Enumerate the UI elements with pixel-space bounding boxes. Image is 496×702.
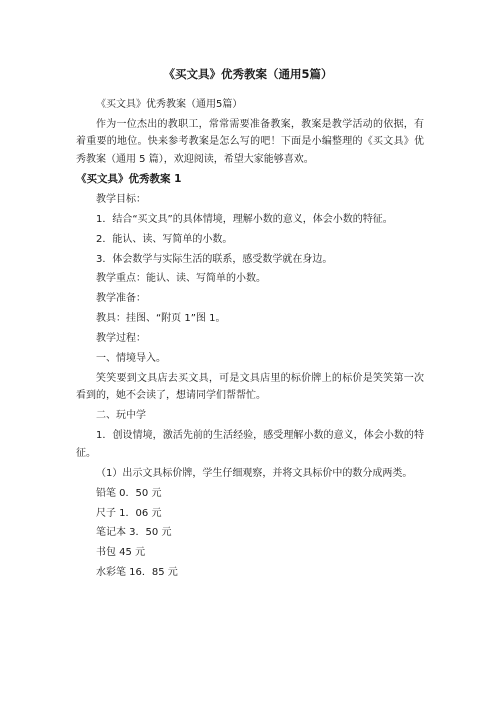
price-list-item: 铅笔 0．50 元	[96, 487, 162, 499]
document-body	[76, 96, 424, 584]
price-list-item: 书包 45 元	[96, 547, 146, 559]
step-2-item-1: 1．创设情境，激活先前的生活经验，感受理解小数的意义，体会小数的特征。	[76, 430, 424, 459]
section-heading: 《买文具》优秀教案 1	[76, 172, 182, 185]
goal-item-2: 2．能认、读、写简单的小数。	[96, 233, 233, 245]
step-1-text: 笑笑要到文具店去买文具，可是文具店里的标价牌上的标价是笑笑第一次看到的，她不会读了，想请同学们帮帮忙。	[76, 372, 424, 402]
teaching-aids: 教具：挂图、“附页 1”图 1。	[96, 313, 226, 325]
price-list-item: 笔记本 3．50 元	[96, 527, 172, 539]
price-list-item: 水彩笔 16．85 元	[96, 567, 178, 579]
document-title: 《买文具》优秀教案（通用5篇）	[163, 67, 333, 81]
teaching-prep-label: 教学准备：	[96, 293, 146, 305]
goal-item-1: 1．结合“买文具”的具体情境，理解小数的意义，体会小数的特征。	[96, 213, 393, 225]
intro-paragraph: 作为一位杰出的教职工，常常需要准备教案，教案是教学活动的依据，有着重要的地位。快来参考教案是怎么写的吧！下面是小编整理的《买文具》优秀教案（通用 5 篇），欢迎阅读，希望大家能够喜欢。	[76, 118, 424, 166]
teaching-process-label: 教学过程：	[96, 333, 146, 345]
step-1-heading: 一、情境导入。	[96, 352, 166, 364]
subtitle-paragraph: 《买文具》优秀教案（通用5篇）	[96, 99, 243, 110]
teaching-focus: 教学重点：能认、读、写简单的小数。	[96, 273, 266, 285]
step-2-item-1-sub: （1）出示文具标价牌，学生仔细观察，并将文具标价中的数分成两类。	[96, 467, 413, 479]
teaching-goals-label: 教学目标：	[96, 193, 146, 205]
price-list-item: 尺子 1．06 元	[96, 507, 162, 519]
step-2-heading: 二、玩中学	[96, 410, 146, 422]
goal-item-3: 3．体会数学与实际生活的联系，感受数学就在身边。	[96, 253, 333, 265]
